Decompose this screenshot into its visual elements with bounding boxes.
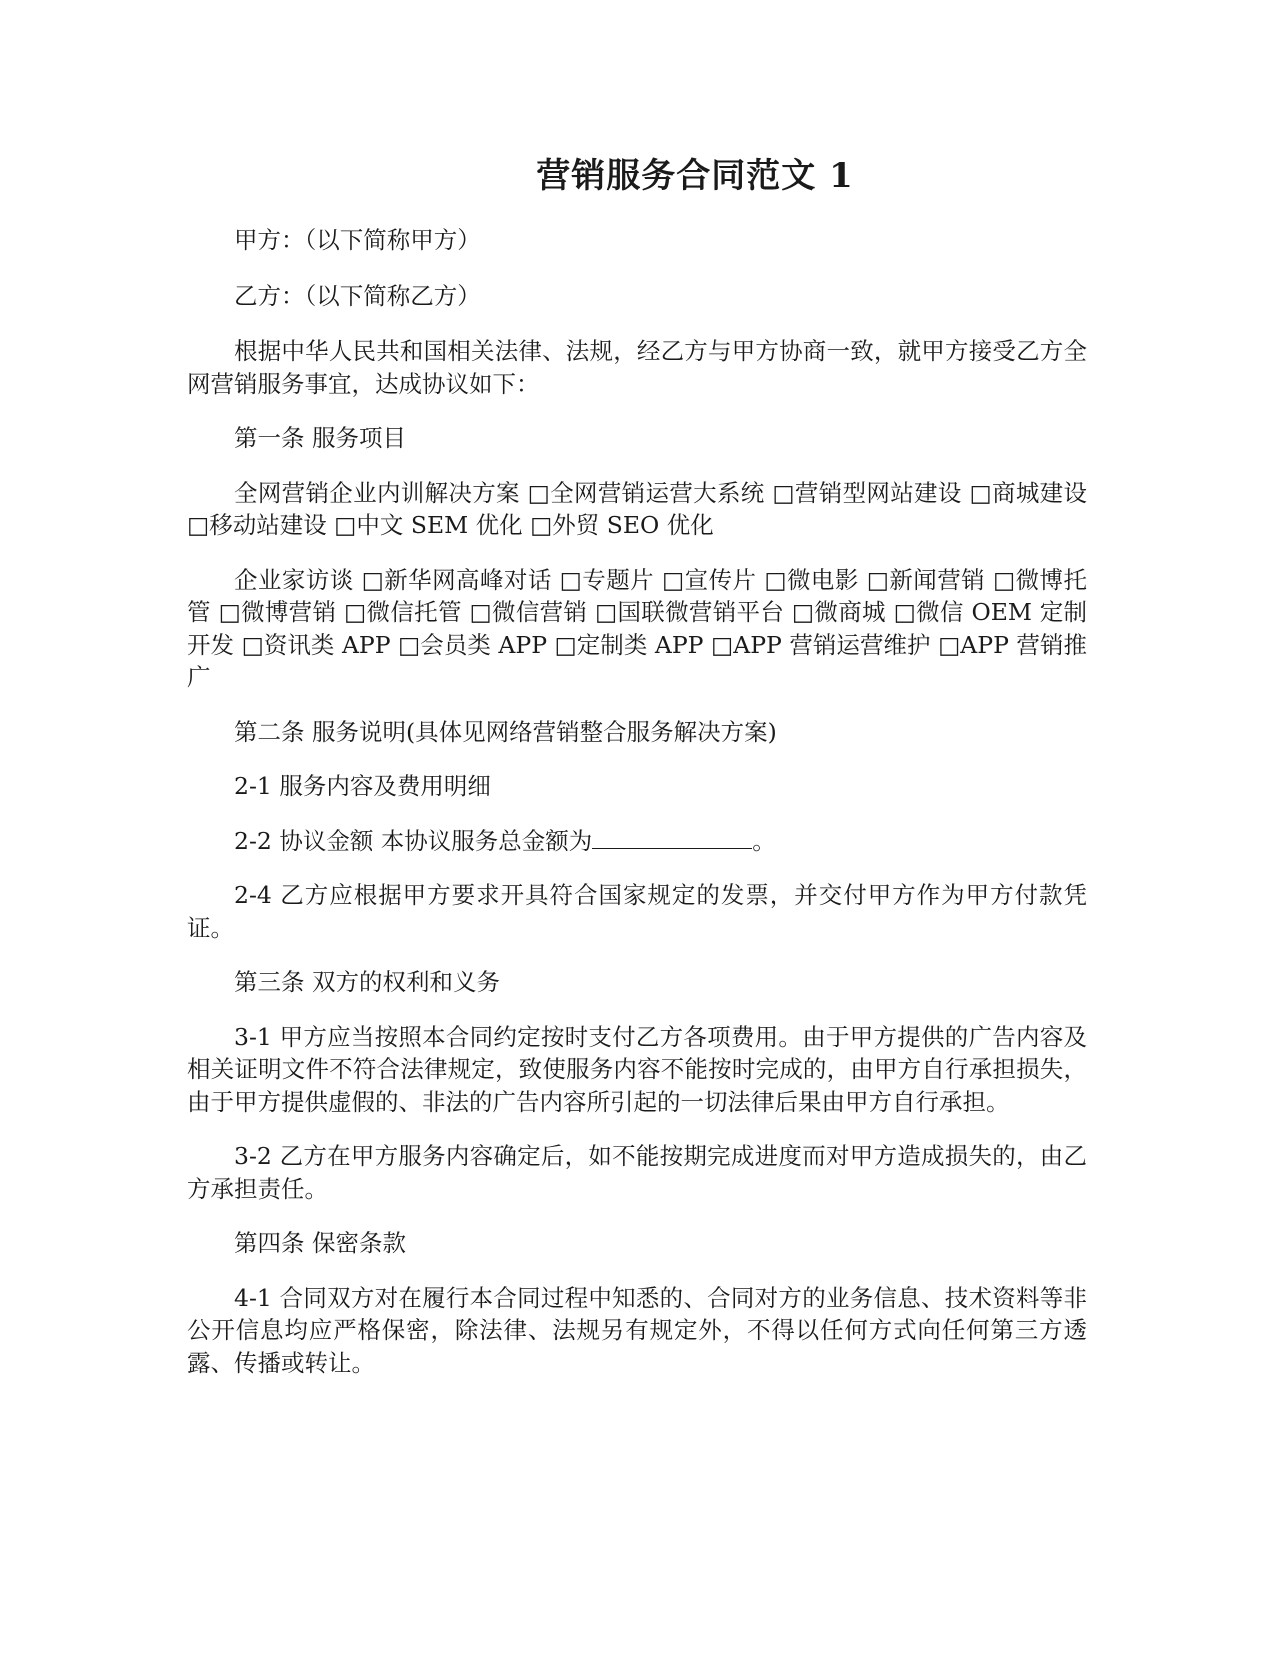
document-title: 营销服务合同范文 1	[536, 156, 854, 196]
document-body	[187, 224, 1087, 1401]
article-4-heading: 第四条 保密条款	[234, 1229, 406, 1257]
clause-2-4: 2-4 乙方应根据甲方要求开具符合国家规定的发票，并交付甲方作为甲方付款凭证。	[187, 881, 1087, 942]
article-1-items-group-1: 全网营销企业内训解决方案 □全网营销运营大系统 □营销型网站建设 □商城建设 □移动站建设 □中文 SEM 优化 □外贸 SEO 优化	[187, 478, 1087, 539]
clause-2-1: 2-1 服务内容及费用明细	[234, 772, 491, 800]
clause-3-2: 3-2 乙方在甲方服务内容确定后，如不能按期完成进度而对甲方造成损失的，由乙方承担责任。	[187, 1142, 1087, 1203]
clause-2-2-text: 2-2 协议金额 本协议服务总金额为	[234, 826, 593, 855]
party-b-line: 乙方：（以下简称乙方）	[234, 281, 481, 310]
clause-2-2	[187, 825, 1087, 858]
article-1-heading: 第一条 服务项目	[234, 424, 406, 452]
amount-blank-line	[592, 826, 752, 849]
party-a-line: 甲方：（以下简称甲方）	[234, 226, 481, 254]
article-1-items-group-2: 企业家访谈 □新华网高峰对话 □专题片 □宣传片 □微电影 □新闻营销 □微博托管 □微博营销 □微信托管 □微信营销 □国联微营销平台 □微商城 □微信 OEM 定制开发 □资讯类 APP □会员类 APP □定制类 APP □APP 营销运营维护 □APP 营销推广	[187, 565, 1087, 691]
article-3-heading: 第三条 双方的权利和义务	[234, 968, 500, 996]
article-2-heading: 第二条 服务说明(具体见网络营销整合服务解决方案)	[234, 717, 777, 746]
clause-2-2-end: 。	[752, 826, 776, 855]
preamble-paragraph: 根据中华人民共和国相关法律、法规，经乙方与甲方协商一致，就甲方接受乙方全网营销服务事宜，达成协议如下：	[187, 337, 1087, 398]
clause-3-1: 3-1 甲方应当按照本合同约定按时支付乙方各项费用。由于甲方提供的广告内容及相关证明文件不符合法律规定，致使服务内容不能按时完成的，由甲方自行承担损失，由于甲方提供虚假的、非法的广告内容所引起的一切法律后果由甲方自行承担。	[187, 1022, 1087, 1116]
clause-4-1: 4-1 合同双方对在履行本合同过程中知悉的、合同对方的业务信息、技术资料等非公开信息均应严格保密，除法律、法规另有规定外，不得以任何方式向任何第三方透露、传播或转让。	[187, 1283, 1087, 1377]
